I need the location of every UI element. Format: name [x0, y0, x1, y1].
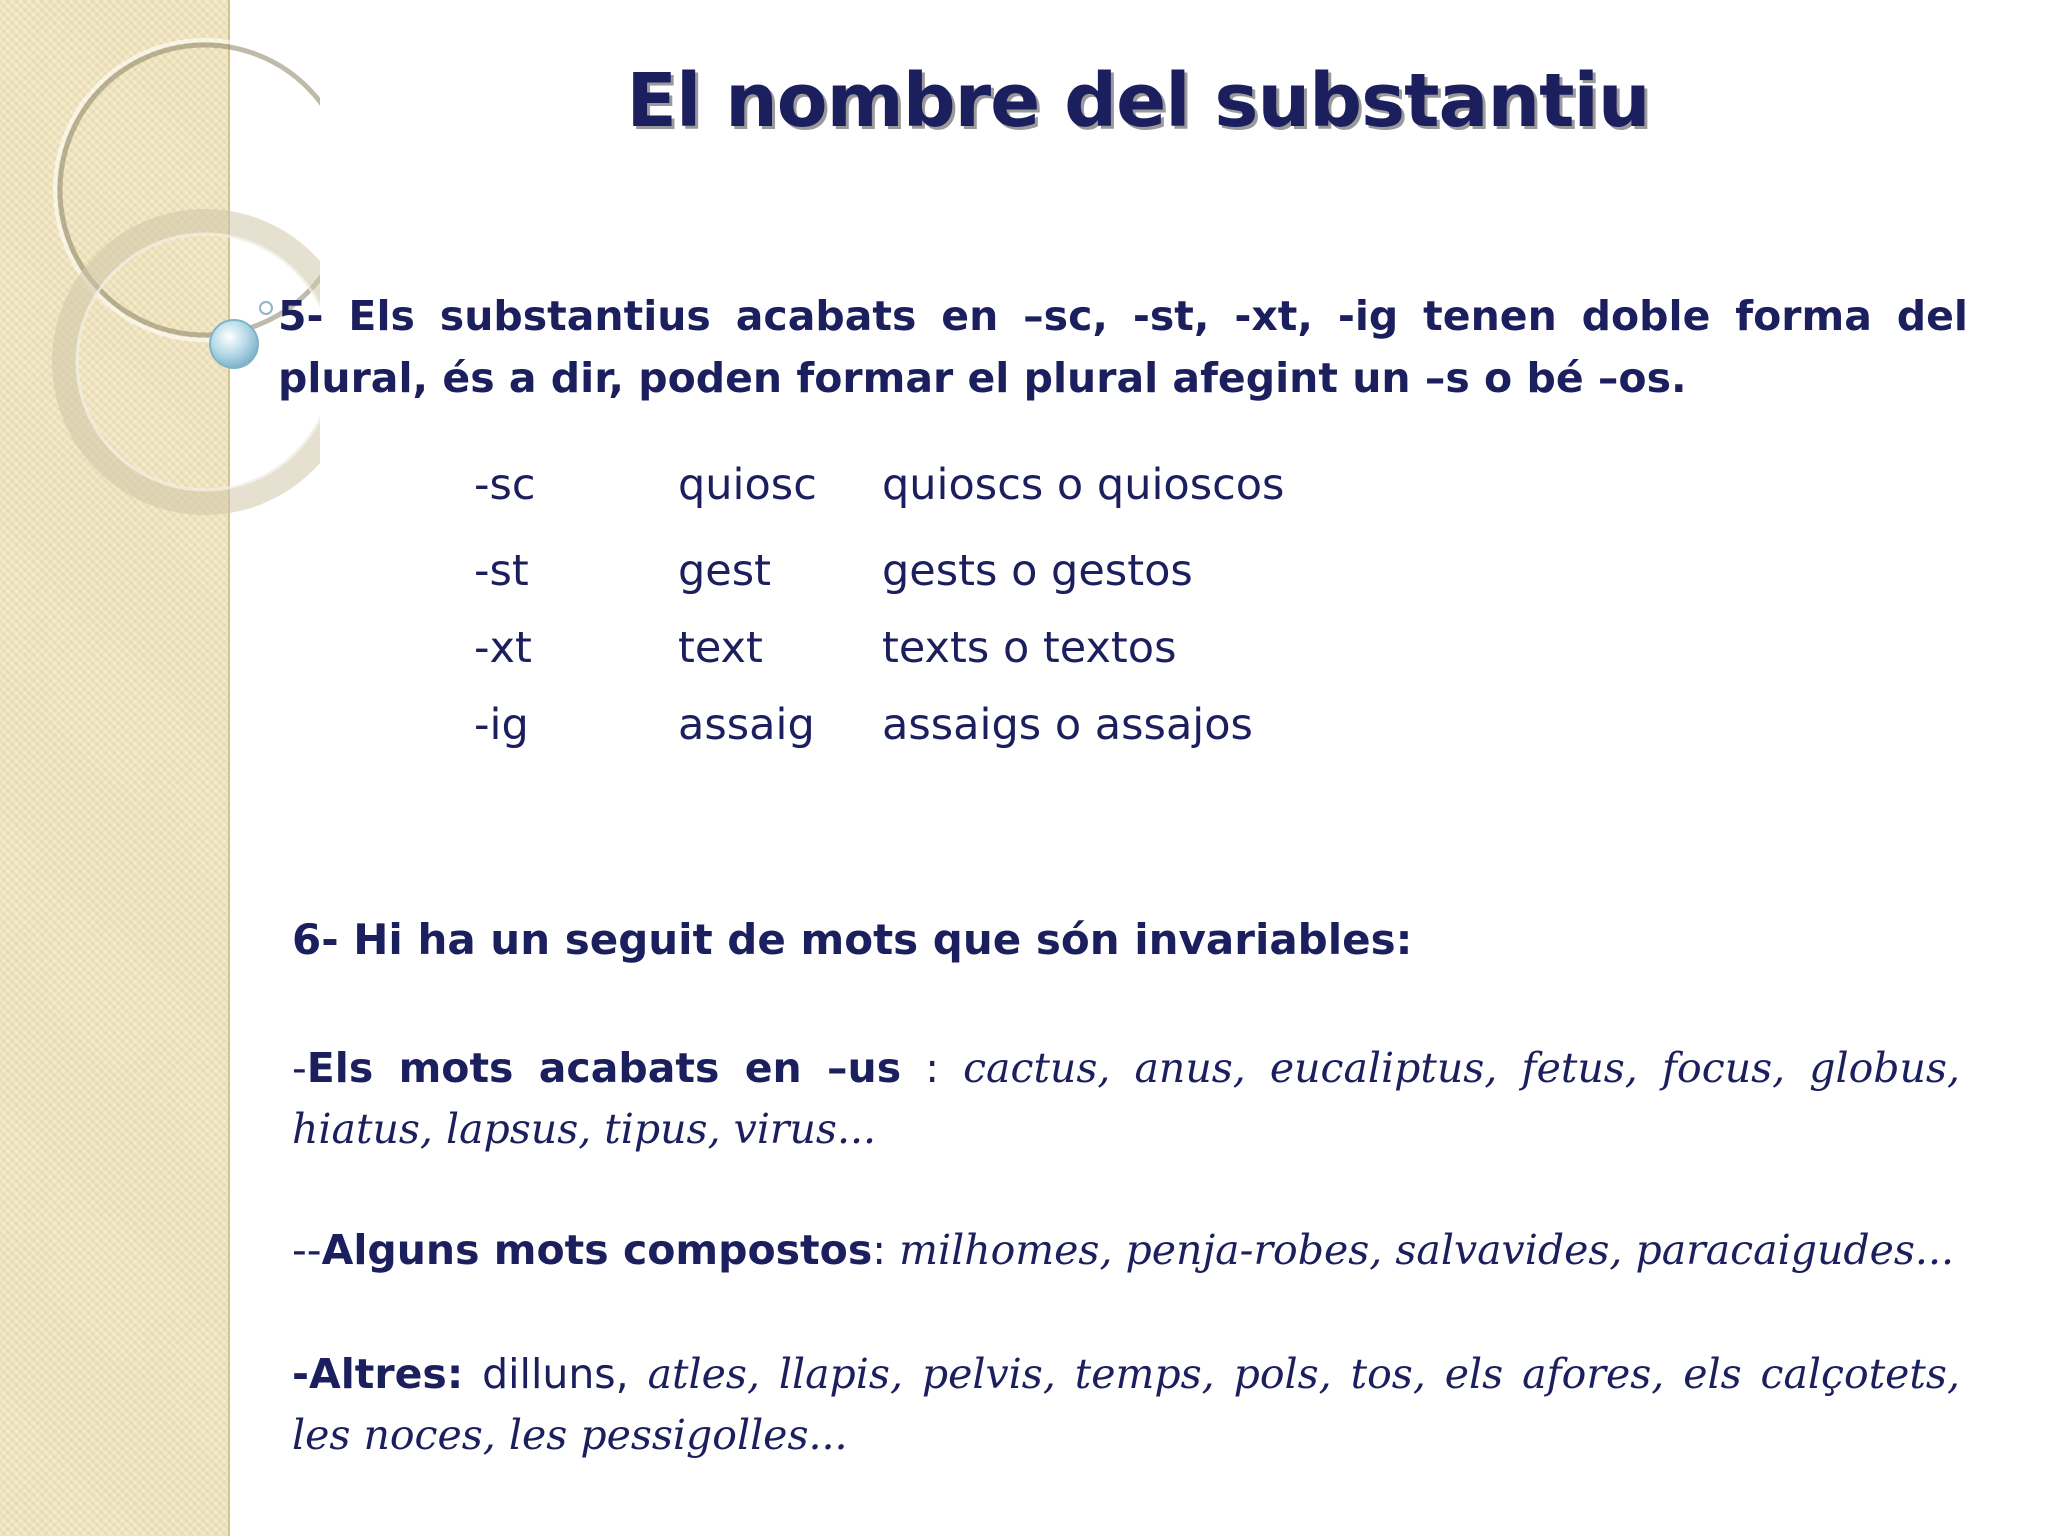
altres-examples: atles, llapis, pelvis, temps, pols, tos, els afores, els calçotets, les noces, les pessigolles... [292, 1350, 1960, 1459]
compostos-separator: : [872, 1226, 900, 1274]
us-label: Els mots acabats en –us [306, 1044, 902, 1092]
bullet-circle-icon [259, 301, 273, 315]
compostos-prefix: -- [292, 1226, 322, 1274]
singular-cell: gest [678, 546, 772, 596]
ending-cell: -xt [474, 623, 532, 673]
invariable-compostos-paragraph [292, 1220, 1960, 1281]
point-5-text: 5- Els substantius acabats en –sc, -st, -xt, -ig tenen doble forma del plural, és a dir, poden formar el plural afegint un –s o bé –os. [278, 292, 1968, 402]
plural-cell: assaigs o assajos [882, 700, 1253, 750]
plural-cell: gests o gestos [882, 546, 1193, 596]
singular-cell: text [678, 623, 763, 673]
slide-title: El nombre del substantiu [626, 58, 1650, 144]
us-examples: cactus, anus, eucaliptus, fetus, focus, globus, hiatus, lapsus, tipus, virus... [292, 1044, 1961, 1153]
point-6-heading: 6- Hi ha un seguit de mots que són invariables: [292, 915, 1413, 964]
singular-cell: assaig [678, 700, 815, 750]
us-separator: : [901, 1044, 964, 1092]
us-prefix: - [292, 1044, 307, 1092]
altres-first-example: dilluns, [463, 1350, 648, 1398]
ending-cell: -sc [474, 460, 536, 510]
altres-label: -Altres: [292, 1350, 464, 1398]
singular-cell: quiosc [678, 460, 817, 510]
invariable-altres-paragraph [292, 1344, 1960, 1466]
invariable-us-paragraph [292, 1038, 1960, 1160]
compostos-examples: milhomes, penja-robes, salvavides, paracaigudes... [899, 1226, 1955, 1274]
bubble-ornament [210, 320, 258, 368]
plural-cell: quioscs o quioscos [882, 460, 1285, 510]
ending-cell: -ig [474, 700, 529, 750]
plural-cell: texts o textos [882, 623, 1177, 673]
ending-cell: -st [474, 546, 529, 596]
compostos-label: Alguns mots compostos [321, 1226, 873, 1274]
